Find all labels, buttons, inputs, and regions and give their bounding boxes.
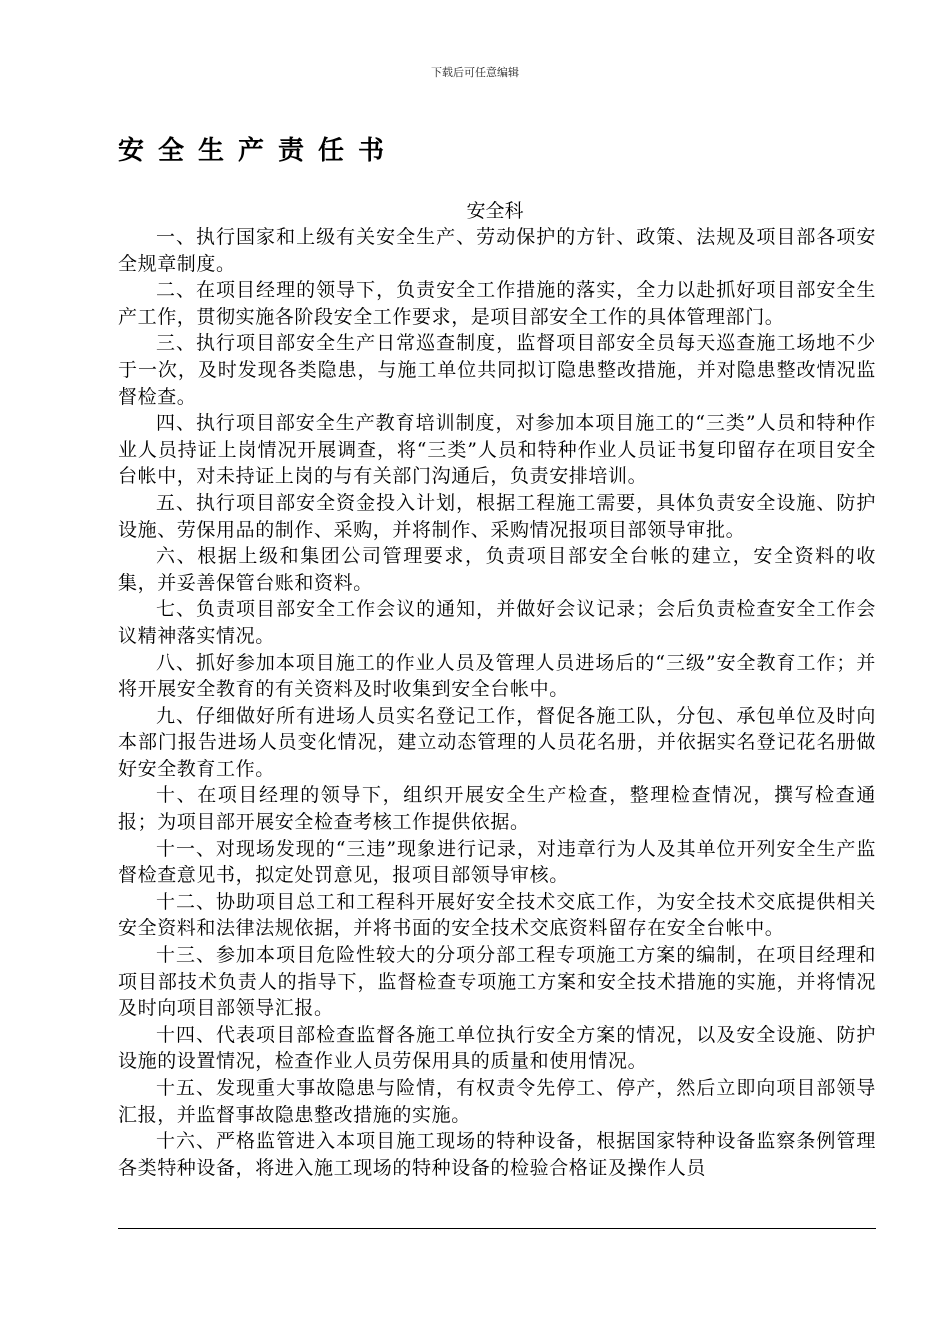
document-title: 安全生产责任书: [118, 136, 399, 166]
clause-paragraph: 三、执行项目部安全生产日常巡查制度，监督项目部安全员每天巡查施工场地不少于一次，及时发现各类隐患，与施工单位共同拟订隐患整改措施，并对隐患整改情况监督检查。: [118, 332, 876, 408]
page-bottom-rule: [118, 1228, 876, 1229]
clause-paragraph: 二、在项目经理的领导下，负责安全工作措施的落实，全力以赴抓好项目部安全生产工作，贯彻实施各阶段安全工作要求，是项目部安全工作的具体管理部门。: [118, 279, 876, 328]
clause-paragraph: 十四、代表项目部检查监督各施工单位执行安全方案的情况，以及安全设施、防护设施的设置情况，检查作业人员劳保用具的质量和使用情况。: [118, 1023, 876, 1073]
document-body: [118, 224, 876, 1181]
clause-paragraph: 十、在项目经理的领导下，组织开展安全生产检查，整理检查情况，撰写检查通报；为项目部开展安全检查考核工作提供依据。: [118, 784, 876, 834]
clause-paragraph: 八、抓好参加本项目施工的作业人员及管理人员进场后的“三级”安全教育工作；并将开展安全教育的有关资料及时收集到安全台帐中。: [118, 651, 876, 701]
clause-paragraph: 四、执行项目部安全生产教育培训制度，对参加本项目施工的“三类”人员和特种作业人员持证上岗情况开展调查，将“三类”人员和特种作业人员证书复印留存在项目安全台帐中，对未持证上岗的与有关部门沟通后，负责安排培训。: [118, 412, 876, 488]
clause-paragraph: 十三、参加本项目危险性较大的分项分部工程专项施工方案的编制，在项目经理和项目部技术负责人的指导下，监督检查专项施工方案和安全技术措施的实施，并将情况及时向项目部领导汇报。: [118, 944, 876, 1020]
clause-paragraph: 十一、对现场发现的“三违”现象进行记录，对违章行为人及其单位开列安全生产监督检查意见书，拟定处罚意见，报项目部领导审核。: [118, 837, 876, 887]
department-label: 安全科: [466, 200, 524, 222]
clause-paragraph: 十六、严格监管进入本项目施工现场的特种设备，根据国家特种设备监察条例管理各类特种设备，将进入施工现场的特种设备的检验合格证及操作人员: [118, 1130, 876, 1179]
clause-paragraph: 六、根据上级和集团公司管理要求，负责项目部安全台帐的建立，安全资料的收集，并妥善保管台账和资料。: [118, 545, 876, 594]
clause-paragraph: 十二、协助项目总工和工程科开展好安全技术交底工作，为安全技术交底提供相关安全资料和法律法规依据，并将书面的安全技术交底资料留存在安全台帐中。: [118, 890, 876, 940]
download-note: 下载后可任意编辑: [431, 66, 519, 79]
clause-paragraph: 五、执行项目部安全资金投入计划，根据工程施工需要，具体负责安全设施、防护设施、劳保用品的制作、采购，并将制作、采购情况报项目部领导审批。: [118, 491, 876, 541]
clause-paragraph: 一、执行国家和上级有关安全生产、劳动保护的方针、政策、法规及项目部各项安全规章制度。: [118, 226, 876, 275]
clause-paragraph: 七、负责项目部安全工作会议的通知，并做好会议记录；会后负责检查安全工作会议精神落实情况。: [118, 598, 876, 647]
clause-paragraph: 九、仔细做好所有进场人员实名登记工作，督促各施工队，分包、承包单位及时向本部门报告进场人员变化情况，建立动态管理的人员花名册，并依据实名登记花名册做好安全教育工作。: [118, 704, 876, 780]
clause-paragraph: 十五、发现重大事故隐患与险情，有权责令先停工、停产，然后立即向项目部领导汇报，并监督事故隐患整改措施的实施。: [118, 1077, 876, 1126]
